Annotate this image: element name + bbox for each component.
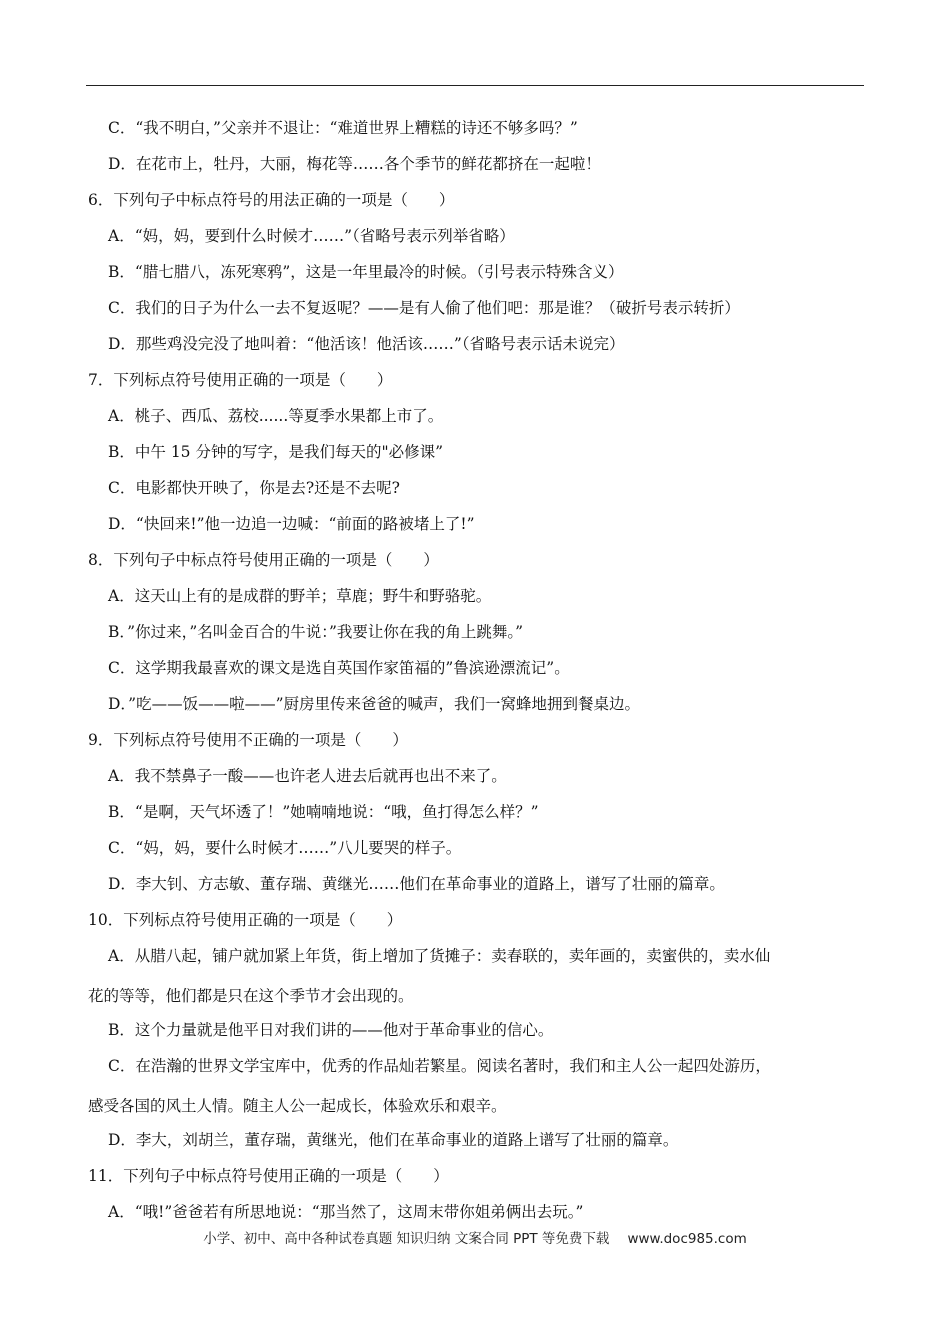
option-line: A．从腊八起，铺户就加紧上年货，街上增加了货摊子：卖春联的，卖年画的，卖蜜供的，卖水仙 — [108, 947, 771, 965]
option-line: B．”你过来，”名叫金百合的牛说：”我要让你在我的角上跳舞。” — [108, 623, 524, 641]
option-line: C．“妈，妈，要什么时候才……”八儿要哭的样子。 — [108, 839, 462, 857]
option-line: A．“哦!”爸爸若有所思地说：“那当然了，这周末带你姐弟俩出去玩。” — [108, 1203, 584, 1221]
option-line: D．“快回来!”他一边追一边喊：“前面的路被堵上了!” — [108, 515, 475, 533]
question-line: 8．下列句子中标点符号使用正确的一项是（ ） — [88, 551, 439, 569]
option-line: D．那些鸡没完没了地叫着：“他活该！他活该……”（省略号表示话未说完） — [108, 335, 625, 353]
option-line: A．这天山上有的是成群的野羊；草鹿；野牛和野骆驼。 — [108, 587, 492, 605]
option-line: D．李大钊、方志敏、董存瑞、黄继光……他们在革命事业的道路上，谱写了壮丽的篇章。 — [108, 875, 725, 893]
option-line: B．中午 15 分钟的写字，是我们每天的"必修课” — [108, 443, 444, 461]
option-line: C．“我不明白，”父亲并不退让：“难道世界上糟糕的诗还不够多吗？” — [108, 119, 578, 137]
option-line: B．这个力量就是他平日对我们讲的——他对于革命事业的信心。 — [108, 1021, 554, 1039]
question-line: 7．下列标点符号使用正确的一项是（ ） — [88, 371, 393, 389]
option-line: D．”吃——饭——啦——”厨房里传来爸爸的喊声，我们一窝蜂地拥到餐桌边。 — [108, 695, 641, 713]
option-line: C．这学期我最喜欢的课文是选自英国作家笛福的”鲁滨逊漂流记”。 — [108, 659, 570, 677]
header-rule — [86, 85, 864, 86]
question-line: 6．下列句子中标点符号的用法正确的一项是（ ） — [88, 191, 455, 209]
question-line: 9．下列标点符号使用不正确的一项是（ ） — [88, 731, 408, 749]
option-line: B．“腊七腊八，冻死寒鸦”，这是一年里最冷的时候。（引号表示特殊含义） — [108, 263, 624, 281]
page-footer — [0, 1227, 950, 1247]
option-line: D．李大，刘胡兰，董存瑞，黄继光，他们在革命事业的道路上谱写了壮丽的篇章。 — [108, 1131, 679, 1149]
option-line: C．我们的日子为什么一去不复返呢？——是有人偷了他们吧：那是谁？（破折号表示转折） — [108, 299, 740, 317]
option-continuation-line: 花的等等，他们都是只在这个季节才会出现的。 — [88, 987, 414, 1005]
question-line: 11．下列句子中标点符号使用正确的一项是（ ） — [88, 1167, 449, 1185]
footer-text: 小学、初中、高中各种试卷真题 知识归纳 文案合同 PPT 等免费下载 — [203, 1231, 610, 1247]
option-line: C．电影都快开映了，你是去?还是不去呢? — [108, 479, 400, 497]
option-line: B．“是啊，天气坏透了！”她喃喃地说：“哦，鱼打得怎么样？” — [108, 803, 539, 821]
option-line: A．我不禁鼻子一酸——也许老人进去后就再也出不来了。 — [108, 767, 507, 785]
question-line: 10．下列标点符号使用正确的一项是（ ） — [88, 911, 403, 929]
option-line: C．在浩瀚的世界文学宝库中，优秀的作品灿若繁星。阅读名著时，我们和主人公一起四处游历， — [108, 1057, 771, 1075]
footer-site-link[interactable]: www.doc985.com — [627, 1231, 747, 1247]
option-continuation-line: 感受各国的风土人情。随主人公一起成长，体验欢乐和艰辛。 — [88, 1097, 507, 1115]
option-line: D．在花市上，牡丹，大丽，梅花等……各个季节的鲜花都挤在一起啦！ — [108, 155, 601, 173]
option-line: A．桃子、西瓜、荔校......等夏季水果都上市了。 — [108, 407, 444, 425]
option-line: A．“妈，妈，要到什么时候才……”（省略号表示列举省略） — [108, 227, 515, 245]
